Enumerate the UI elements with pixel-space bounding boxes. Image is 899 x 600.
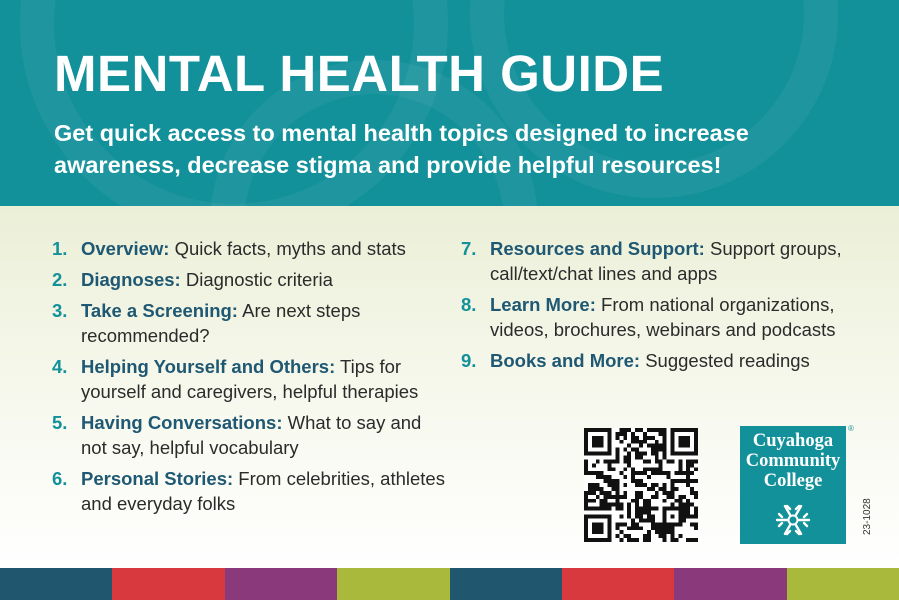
color-stripe xyxy=(0,568,112,600)
color-stripe xyxy=(787,568,899,600)
topic-number: 8. xyxy=(461,294,477,315)
topic-list-right xyxy=(461,236,861,379)
topic-item-resources xyxy=(461,236,861,286)
topic-item-learn-more xyxy=(461,292,861,342)
topic-description: Support groups, call/text/chat lines and apps xyxy=(490,238,842,284)
topic-item-screening xyxy=(52,298,452,348)
color-stripe-bar xyxy=(0,568,899,600)
logo-text-line: Cuyahoga xyxy=(752,431,834,451)
snowflake-emblem-icon xyxy=(775,502,811,538)
topic-number: 9. xyxy=(461,350,477,371)
topic-item-diagnoses xyxy=(52,267,452,292)
topic-number: 4. xyxy=(52,356,68,377)
topic-item-helping xyxy=(52,354,452,404)
page-subtitle: Get quick access to mental health topics designed to increase awareness, decrease stigma and provide helpful resources! xyxy=(54,120,749,178)
topic-number: 3. xyxy=(52,300,68,321)
topic-label: Learn More: xyxy=(490,294,596,315)
topic-number: 1. xyxy=(52,238,68,259)
color-stripe xyxy=(562,568,674,600)
topic-description: Diagnostic criteria xyxy=(180,269,333,290)
topic-description: Are next steps recommended? xyxy=(81,300,361,346)
topic-label: Diagnoses: xyxy=(81,269,181,290)
topic-number: 2. xyxy=(52,269,68,290)
topic-number: 5. xyxy=(52,412,68,433)
topic-item-conversations xyxy=(52,410,452,460)
topic-description: What to say and not say, helpful vocabulary xyxy=(81,412,422,458)
color-stripe xyxy=(112,568,224,600)
topic-description: From national organizations, videos, brochures, webinars and podcasts xyxy=(490,294,836,340)
topic-description: Quick facts, myths and stats xyxy=(169,238,406,259)
topic-list-left xyxy=(52,236,452,522)
topic-item-overview xyxy=(52,236,452,261)
logo-text-line: College xyxy=(763,471,823,491)
topic-item-books xyxy=(461,348,861,373)
college-logo xyxy=(740,426,846,544)
topic-description: Suggested readings xyxy=(640,350,810,371)
topic-description: Tips for yourself and caregivers, helpful therapies xyxy=(81,356,419,402)
topic-number: 7. xyxy=(461,238,477,259)
topic-label: Overview: xyxy=(81,238,170,259)
color-stripe xyxy=(674,568,786,600)
logo-text-line: Community xyxy=(745,451,841,471)
registered-mark: ® xyxy=(848,424,854,433)
qr-code-icon[interactable] xyxy=(584,428,698,542)
topic-label: Take a Screening: xyxy=(81,300,238,321)
document-code: 23-1028 xyxy=(862,498,873,535)
color-stripe xyxy=(450,568,562,600)
topic-label: Helping Yourself and Others: xyxy=(81,356,336,377)
topic-item-stories xyxy=(52,466,452,516)
topic-description: From celebrities, athletes and everyday folks xyxy=(81,468,445,514)
topic-label: Having Conversations: xyxy=(81,412,283,433)
color-stripe xyxy=(337,568,449,600)
topic-label: Resources and Support: xyxy=(490,238,705,259)
topic-label: Books and More: xyxy=(490,350,641,371)
page-title: MENTAL HEALTH GUIDE xyxy=(54,45,665,102)
header-banner xyxy=(0,0,899,206)
color-stripe xyxy=(225,568,337,600)
topic-label: Personal Stories: xyxy=(81,468,234,489)
topic-number: 6. xyxy=(52,468,68,489)
